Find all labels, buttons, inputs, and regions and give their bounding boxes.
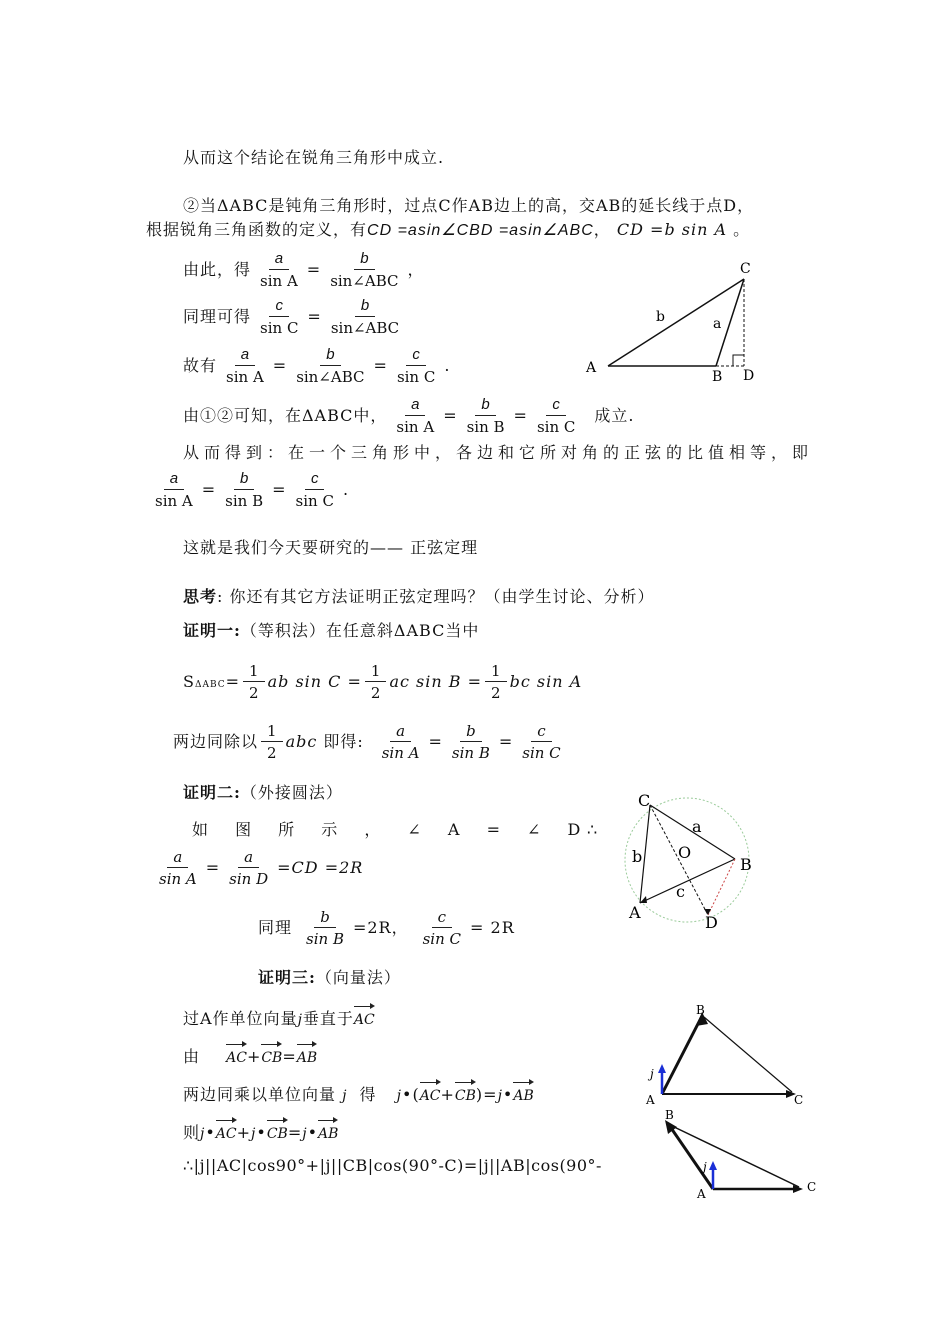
text-line	[258, 968, 401, 988]
vector-ab: AB	[513, 1080, 533, 1106]
vector-cb-line	[704, 1017, 792, 1092]
fraction: $\frac{a}{\text{sin A}}$	[226, 346, 264, 386]
period: .	[444, 356, 451, 375]
text-span: 得	[359, 1085, 377, 1104]
label-side-a: a	[713, 316, 722, 332]
text-span: 由此，得	[183, 260, 252, 279]
segment-ac	[608, 279, 744, 366]
text-line: 从而得到：在一个三角形中，各边和它所对角的正弦的比值相等，即	[183, 443, 814, 462]
vector-triangle-figure-2	[655, 1105, 825, 1205]
label-j: j	[703, 1160, 707, 1174]
equals: =	[428, 732, 443, 751]
text-span: 同理可得	[183, 307, 252, 326]
vector-j: j	[302, 1126, 308, 1142]
vector-ac: AC	[226, 1042, 247, 1068]
text-span: （向量法）	[315, 968, 401, 987]
label-a-vertex: A	[586, 360, 597, 376]
equals: =	[498, 732, 514, 751]
text-line: 从而这个结论在锐角三角形中成立.	[183, 148, 445, 167]
text-span: 故有	[183, 356, 218, 375]
vector-j: j	[396, 1088, 402, 1104]
text-span: 由①②可知，在ΔABC中，	[183, 406, 388, 425]
label-side-c: c	[676, 882, 685, 901]
cd-2r: =CD =2R	[277, 858, 364, 877]
formula-line	[150, 846, 363, 890]
fraction: $\frac{c}{\text{sin C}}$	[536, 396, 576, 436]
vector-ac: AC	[420, 1080, 441, 1106]
label-side-a: a	[692, 817, 702, 836]
fraction: $\frac{a}{\text{sin A}}$	[159, 848, 197, 888]
plus: +	[246, 1047, 262, 1066]
label-b-vertex: B	[665, 1108, 674, 1122]
text-line: ∴|j||AC|cos90°+|j||CB|cos(90°-C)=|j||AB|cos(90°-	[183, 1156, 602, 1175]
label-c-vertex: C	[740, 261, 751, 277]
formula-cd-b: CD =b sin A	[616, 220, 728, 239]
label-d-vertex: D	[743, 368, 755, 384]
text-line	[146, 220, 750, 241]
text-line	[183, 1080, 534, 1106]
vector-ab: AB	[318, 1118, 338, 1144]
label-c-vertex: C	[807, 1180, 817, 1194]
fraction: $\frac{b}{\text{sin∠ABC}}$	[330, 297, 400, 337]
segment-ab	[640, 859, 735, 903]
fraction: $\frac{c}{\text{sin C}}$	[396, 346, 436, 386]
equals: =	[307, 307, 322, 326]
label-center-o: O	[678, 843, 692, 862]
formula-line	[183, 297, 408, 337]
label-c-vertex: C	[638, 791, 651, 810]
equals: =	[272, 356, 288, 375]
fraction: $\frac{1}{2}$	[365, 662, 387, 702]
circumcircle-figure	[610, 785, 770, 935]
vector-j: j	[297, 1012, 303, 1028]
label-d-vertex: D	[705, 913, 718, 932]
fraction: $\frac{b}{\text{sin B}}$	[466, 396, 505, 436]
label-c-vertex: C	[794, 1093, 804, 1107]
right-angle-mark	[733, 355, 744, 366]
dot: •	[307, 1123, 318, 1142]
label-a-vertex: A	[646, 1093, 655, 1107]
label-side-b: b	[632, 847, 643, 866]
text-line: 如 图 所 示 ， ∠ A = ∠ D	[192, 820, 585, 839]
fraction: $\frac{c}{\text{sin C}}$	[422, 908, 462, 948]
fraction: $\frac{b}{\text{sin∠ABC}}$	[330, 250, 399, 290]
vector-cb: CB	[455, 1080, 476, 1106]
fraction: $\frac{a}{\text{sin A}}$	[260, 250, 298, 290]
formula-line	[183, 346, 450, 386]
fraction: $\frac{a}{\text{sin A}}$	[155, 470, 193, 510]
text-line	[183, 621, 479, 641]
fraction: $\frac{b}{\text{sin B}}$	[225, 470, 264, 510]
therefore-symbol: ∴	[587, 820, 599, 839]
area-term: ac sin B =	[389, 672, 483, 691]
vector-j: j	[342, 1088, 348, 1104]
fraction: $\frac{1}{2}$	[243, 662, 265, 702]
equals: =	[443, 406, 458, 425]
plus: +	[236, 1123, 252, 1142]
text-span: 即得:	[323, 732, 364, 751]
vector-ac: AC	[354, 1004, 375, 1030]
dot: •	[205, 1123, 216, 1142]
vector-j: j	[200, 1126, 206, 1142]
text-span: 则	[183, 1123, 201, 1142]
text-span: : 你还有其它方法证明正弦定理吗？（由学生讨论、分析）	[217, 587, 655, 606]
formula-cd: CD =asin∠CBD =asin∠ABC	[367, 222, 594, 239]
formula-line	[258, 906, 515, 950]
formula-line	[173, 720, 570, 764]
proof-label: 证明二:	[183, 783, 241, 802]
equals: =	[282, 1047, 297, 1066]
plus: +	[440, 1085, 455, 1104]
label-b-vertex: B	[696, 1003, 705, 1017]
period: .	[342, 480, 350, 499]
dot: •	[502, 1085, 514, 1104]
think-label: 思考	[183, 587, 218, 606]
text-span: 根据锐角三角函数的定义，有	[146, 220, 368, 239]
vector-cb: CB	[267, 1118, 288, 1144]
segment-db	[708, 859, 735, 915]
comma: ，	[407, 260, 425, 279]
label-a-vertex: A	[629, 903, 641, 922]
fraction: $\frac{a}{\text{sin A}}$	[381, 722, 420, 762]
text-span: 由	[183, 1047, 201, 1066]
vector-j: j	[497, 1088, 503, 1104]
arrow-head	[658, 1064, 666, 1073]
formula-line	[183, 250, 425, 290]
vector-ab-arrow	[662, 1016, 702, 1094]
fraction: $\frac{1}{2}$	[485, 662, 507, 702]
proof-label: 证明一:	[183, 621, 241, 640]
arrow-head	[709, 1161, 717, 1170]
text-span: 同理	[258, 918, 293, 937]
label-j: j	[650, 1067, 654, 1081]
equals: =	[306, 260, 322, 279]
fraction: $\frac{b}{\text{sin B}}$	[306, 908, 344, 948]
text-line: ②当ΔABC是钝角三角形时，过点C作AB边上的高，交AB的延长线于点D，	[183, 196, 755, 215]
text-span: 两边同除以	[173, 732, 259, 751]
formula-line	[146, 470, 349, 510]
obtuse-triangle-figure	[580, 255, 765, 390]
label-a-vertex: A	[697, 1187, 706, 1201]
equals: =	[272, 480, 287, 499]
vector-cb: CB	[261, 1042, 282, 1068]
dot: •	[256, 1123, 267, 1142]
text-span: S	[183, 672, 195, 691]
text-span: （外接圆法）	[240, 783, 343, 802]
fraction: $\frac{1}{2}$	[261, 722, 283, 762]
text-line	[183, 1118, 338, 1144]
vector-j: j	[251, 1126, 257, 1142]
label-b-vertex: B	[712, 369, 723, 385]
fraction: $\frac{c}{\text{sin C}}$	[522, 722, 561, 762]
formula-line	[183, 396, 634, 436]
formula-line	[183, 660, 582, 704]
paren: )	[475, 1085, 484, 1104]
text-span: 成立.	[594, 406, 635, 425]
text-span: 过A作单位向量	[183, 1009, 298, 1028]
fraction: $\frac{b}{\text{sin∠ABC}}$	[296, 346, 365, 386]
equals: =	[201, 480, 217, 499]
equals: =	[225, 672, 241, 691]
fraction: $\frac{b}{\text{sin B}}$	[451, 722, 490, 762]
area-term: ab sin C =	[267, 672, 362, 691]
vector-triangle-figure-1	[640, 1000, 815, 1110]
vector-ab: AB	[297, 1042, 317, 1068]
text-span: 垂直于	[302, 1009, 354, 1028]
text-line	[183, 783, 343, 803]
paren: (	[412, 1085, 420, 1104]
text-line	[183, 587, 655, 607]
label-side-b: b	[656, 309, 665, 325]
vector-ac: AC	[216, 1118, 237, 1144]
text-span: 两边同乘以单位向量	[183, 1085, 337, 1104]
label-b-vertex: B	[740, 855, 752, 874]
text-span: （等积法）在任意斜ΔABC当中	[240, 621, 480, 640]
equals: =	[483, 1085, 498, 1104]
text-span: = 2R	[470, 918, 515, 937]
fraction: $\frac{a}{\text{sin A}}$	[396, 396, 435, 436]
text-line	[183, 1042, 317, 1068]
equals: =	[287, 1123, 303, 1142]
equals: =	[513, 406, 528, 425]
text-span: ，	[593, 220, 611, 239]
area-term: bc sin A	[509, 672, 583, 691]
text-span: 。	[733, 220, 751, 239]
fraction: $\frac{a}{\text{sin D}}$	[229, 848, 269, 888]
abc-term: abc	[285, 732, 318, 751]
fraction: $\frac{c}{\text{sin C}}$	[260, 297, 299, 337]
dot: •	[402, 1085, 413, 1104]
subscript: ΔABC	[194, 680, 226, 690]
text-span: =2R，	[352, 918, 409, 937]
text-line: 这就是我们今天要研究的—— 正弦定理	[183, 538, 479, 557]
proof-label: 证明三:	[258, 968, 316, 987]
text-line	[183, 1004, 375, 1030]
fraction: $\frac{c}{\text{sin C}}$	[295, 470, 334, 510]
equals: =	[373, 356, 388, 375]
equals: =	[205, 858, 221, 877]
